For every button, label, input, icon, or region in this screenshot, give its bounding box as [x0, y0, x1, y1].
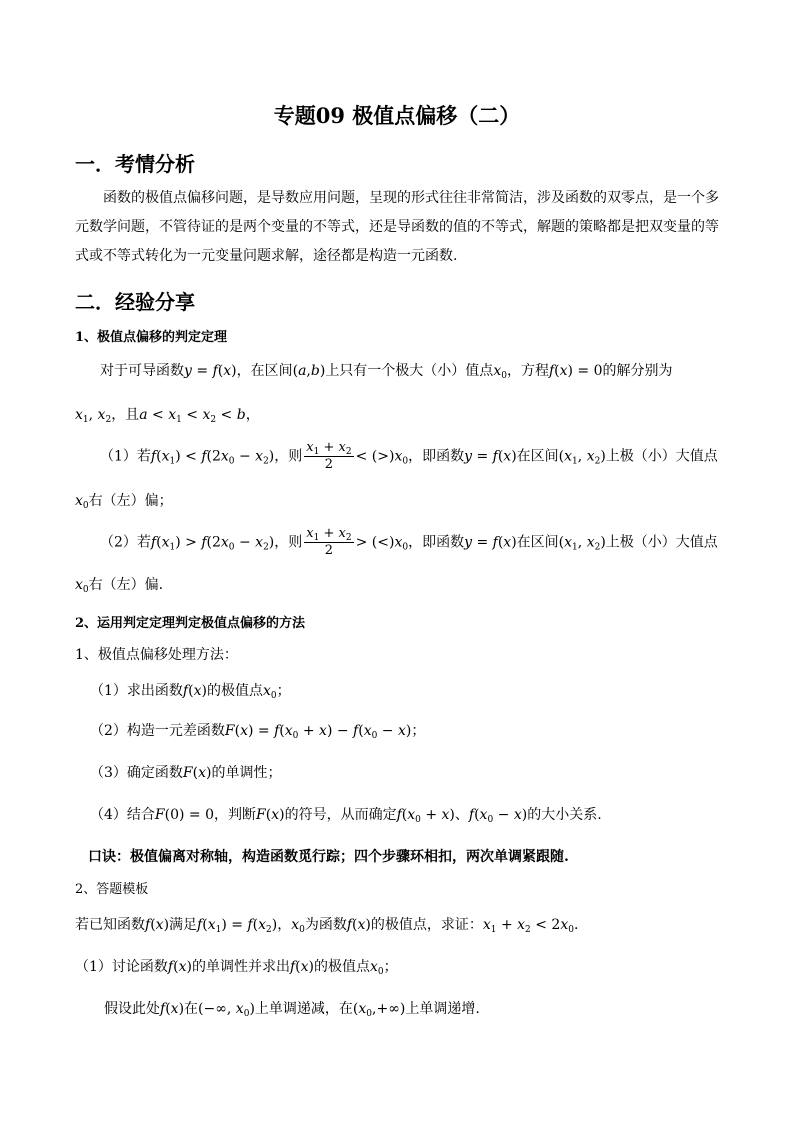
subheading-template: 2、答题模板 [75, 882, 149, 897]
theorem-case-2-end: $x_0$右（左）偏. [75, 577, 164, 595]
theorem-case-1-end: $x_0$右（左）偏； [75, 493, 173, 511]
theorem-line-2: $x_1$, $x_2$，且$a < x_1 < x_2 < b$， [75, 407, 260, 425]
mnemonic: 口诀：极值偏离对称轴，构造函数觅行踪；四个步骤环相扣，两次单调紧跟随. [88, 849, 569, 865]
section-heading-analysis: 一．考情分析 [75, 152, 195, 176]
theorem-line-1: 对于可导函数y = f(x)，在区间(a,b)上只有一个极大（小）值点$x_0$，方程f(x) = 0的解分别为 [100, 363, 673, 381]
fraction-midpoint: $\frac{x_1 + x_2}{2}$ [306, 526, 352, 558]
section-heading-experience: 二．经验分享 [75, 290, 195, 314]
template-line-3: 假设此处f(x)在(−∞, $x_0$)上单调递减，在$(x_0,+\infty)$上单调递增. [104, 1001, 480, 1019]
fraction-midpoint: $\frac{x_1 + x_2}{2}$ [306, 440, 352, 472]
template-line-1: 若已知函数f(x)满足$f(x_1) = f(x_2)$，$x_0$为函数f(x)的极值点，求证：$x_1 + x_2 < 2x_0$. [75, 917, 579, 935]
theorem-case-2: （2）若$f(x_1) > f(2x_0 - x_2)$，则 $\frac{x_1 + x_2}{2}$ > $(<)x_0$，即函数y = f(x)在区间($x_1$, $x_2$)上极（小）大值点 [100, 526, 718, 558]
template-line-2: （1）讨论函数f(x)的单调性并求出f(x)的极值点$x_0$； [75, 959, 398, 977]
subheading-theorem: 1、极值点偏移的判定定理 [75, 330, 228, 345]
subheading-method: 2、运用判定定理判定极值点偏移的方法 [75, 616, 306, 631]
step-4: （4）结合F(0) = 0，判断F(x)的符号，从而确定$f(x_0 + x)$、$f(x_0 - x)$的大小关系. [90, 807, 602, 825]
theorem-case-1: （1）若$f(x_1) < f(2x_0 - x_2)$，则 $\frac{x_1 + x_2}{2}$ < $(>)x_0$，即函数y = f(x)在区间($x_1$, $x_2$)上极（小）大值点 [100, 440, 718, 472]
step-3: （3）确定函数F(x)的单调性； [90, 765, 282, 781]
analysis-paragraph: 函数的极值点偏移问题，是导数应用问题，呈现的形式往往非常简洁，涉及函数的双零点，是一个多元数学问题，不管待证的是两个变量的不等式，还是导函数的值的不等式，解题的策略都是把双变量的等式或不等式转化为一元变量问题求解，途径都是构造一元函数. [75, 190, 719, 264]
page-title: 专题09 极值点偏移（二） [273, 103, 521, 128]
method-heading: 1、极值点偏移处理方法： [75, 647, 238, 663]
step-1: （1）求出函数f(x)的极值点$x_0$； [90, 683, 291, 701]
step-2: （2）构造一元差函数$F(x) = f(x_0 + x) - f(x_0 - x)$； [90, 723, 426, 741]
